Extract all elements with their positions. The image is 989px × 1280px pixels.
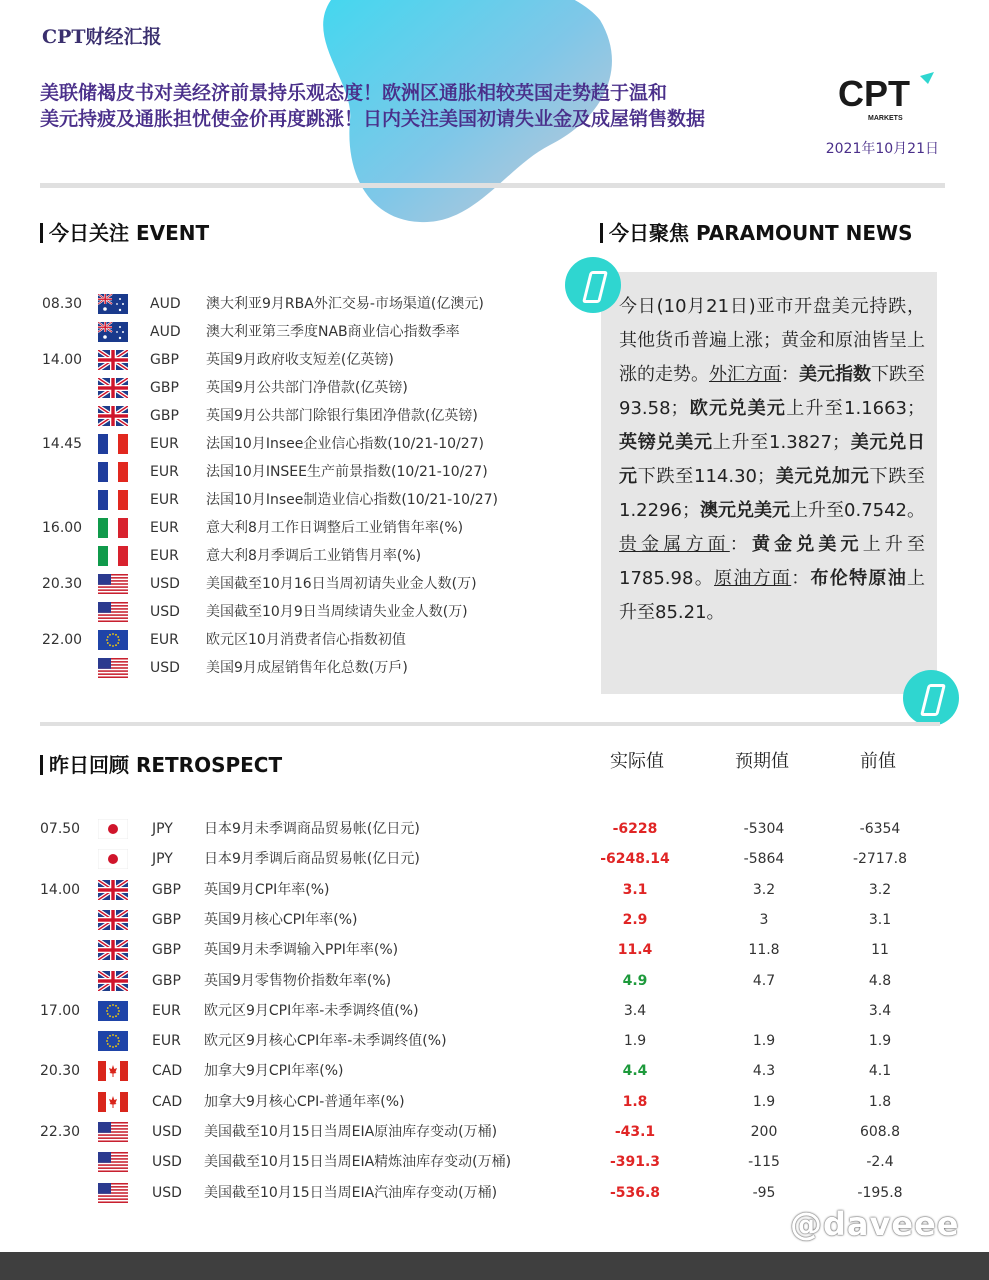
usdjpy-label: 美元兑日元 [619, 432, 926, 487]
retro-section-title [40, 749, 282, 778]
retro-previous: 1.8 [868, 1093, 892, 1110]
retro-currency: GBP [152, 942, 181, 959]
flag-us-icon [98, 574, 128, 594]
flag-gb-icon [98, 378, 128, 398]
news-title-text: 今日聚焦 PARAMOUNT NEWS [609, 221, 913, 245]
retro-previous: -2717.8 [852, 851, 908, 868]
retro-actual: -6248.14 [600, 851, 670, 868]
flag-au-icon [98, 294, 128, 314]
retro-previous: -2.4 [866, 1154, 894, 1171]
retro-name: 加拿大9月核心CPI-普通年率(%) [204, 1093, 405, 1110]
news-box [601, 272, 937, 694]
footer-bar [0, 1252, 989, 1280]
retro-actual: -43.1 [614, 1124, 656, 1140]
retro-row [40, 875, 940, 905]
retro-row [40, 844, 940, 874]
report-date: 2021年10月21日 [825, 141, 939, 157]
event-currency: USD [150, 604, 180, 620]
retro-row [40, 1117, 940, 1147]
retro-actual: 1.9 [623, 1033, 647, 1050]
event-name: 法国10月Insee制造业信心指数(10/21-10/27) [206, 492, 499, 508]
cpt-logo [838, 70, 938, 126]
flag-it-icon [98, 546, 128, 566]
retro-previous: 4.8 [868, 972, 892, 989]
brent-text: 上升至85.21。 [619, 568, 925, 623]
retro-name: 加拿大9月CPI年率(%) [204, 1063, 344, 1080]
flag-eu-icon [98, 1031, 128, 1051]
retro-name: 英国9月CPI年率(%) [204, 881, 330, 898]
retro-expected: -5304 [743, 821, 785, 837]
title-bar [40, 755, 43, 775]
retro-currency: GBP [152, 881, 181, 898]
retro-time: 14.00 [40, 881, 81, 898]
event-currency: AUD [150, 296, 181, 312]
retro-actual: -536.8 [609, 1184, 661, 1201]
retro-row [40, 935, 940, 965]
quote-icon [565, 257, 621, 313]
flag-gb-icon [98, 910, 128, 930]
event-name: 意大利8月工作日调整后工业销售年率(%) [206, 520, 464, 536]
event-currency: USD [150, 660, 180, 676]
event-name: 美国截至10月16日当周初请失业金人数(万) [206, 576, 477, 592]
divider-middle [40, 722, 940, 726]
retro-previous: 11 [871, 942, 889, 959]
retro-currency: GBP [152, 972, 181, 989]
retro-time: 20.30 [40, 1063, 81, 1080]
dxy-label: 美元指数 [799, 364, 871, 385]
flag-eu-icon [98, 630, 128, 650]
usdcad-label: 美元兑加元 [775, 466, 870, 487]
retro-title-text: 昨日回顾 RETROSPECT [49, 753, 283, 777]
flag-us-icon [98, 602, 128, 622]
retro-name: 美国截至10月15日当周EIA原油库存变动(万桶) [204, 1124, 498, 1140]
retro-name: 英国9月未季调输入PPI年率(%) [204, 942, 399, 959]
title-bar [600, 223, 603, 243]
flag-jp-icon [98, 849, 128, 869]
retro-actual: 4.9 [622, 972, 648, 989]
retro-expected: -5864 [743, 851, 785, 868]
event-name: 澳大利亚第三季度NAB商业信心指数季率 [206, 324, 460, 340]
retro-row [40, 1087, 940, 1117]
event-name: 法国10月INSEE生产前景指数(10/21-10/27) [206, 464, 488, 480]
retro-expected: 3 [759, 911, 769, 928]
event-name: 英国9月政府收支短差(亿英镑) [206, 352, 394, 368]
brent-label: 布伦特原油 [810, 568, 907, 589]
flag-us-icon [98, 1152, 128, 1172]
retro-actual: 4.4 [622, 1063, 648, 1080]
flag-ca-icon [98, 1061, 128, 1081]
retro-name: 欧元区9月CPI年率-未季调终值(%) [204, 1002, 419, 1019]
retro-name: 日本9月季调后商品贸易帐(亿日元) [204, 851, 420, 868]
news-body: 今日(10月21日)亚市开盘美元持跌，其他货币普遍上涨；黄金和原油皆呈上涨的走势。外汇方面：美元指数下跌至93.58；欧元兑美元上升至1.1663；英镑兑美元上升至1.3827；美元兑日元下跌至114.30；美元兑加元下跌至1.2296；澳元兑美元上升至0.7542。贵金属方面：黄金兑美元上升至1785.98。原油方面：布伦特原油上升至85.21。 [619, 296, 926, 623]
retro-row [40, 996, 940, 1026]
retro-expected: 4.3 [752, 1063, 776, 1080]
flag-us-icon [98, 1183, 128, 1203]
event-currency: AUD [150, 324, 181, 340]
retro-expected: 3.2 [752, 881, 776, 898]
event-currency: GBP [150, 352, 179, 368]
event-name: 美国9月成屋销售年化总数(万戶) [206, 660, 408, 676]
event-currency: GBP [150, 380, 179, 396]
retro-actual: 2.9 [622, 911, 648, 928]
gbpusd-text: 上升至1.3827； [712, 432, 851, 453]
event-currency: EUR [150, 520, 179, 536]
headline-line-2: 美元持疲及通胀担忧使金价再度跳涨！日内关注美国初请失业金及成屋销售数据 [40, 108, 706, 130]
event-name: 英国9月公共部门除银行集团净借款(亿英镑) [206, 408, 478, 424]
flag-fr-icon [98, 434, 128, 454]
col-header-expected: 预期值 [735, 751, 789, 772]
retro-expected: -95 [752, 1184, 776, 1201]
retro-actual: -6228 [612, 821, 658, 837]
retro-row [40, 1026, 940, 1056]
retro-currency: USD [152, 1184, 182, 1201]
retro-row [40, 966, 940, 996]
eurusd-label: 欧元兑美元 [688, 398, 787, 419]
gold-label: 黄金兑美元 [751, 534, 863, 555]
headline [40, 80, 810, 132]
event-title-text: 今日关注 EVENT [49, 221, 210, 245]
retro-previous: -6354 [859, 821, 901, 837]
retro-actual: 11.4 [617, 942, 653, 959]
gbpusd-label: 英镑兑美元 [619, 432, 713, 453]
title-bar [40, 223, 43, 243]
usdcad-text: 下跌至1.2296； [619, 466, 926, 521]
retro-name: 英国9月核心CPI年率(%) [204, 911, 358, 928]
event-name: 美国截至10月9日当周续请失业金人数(万) [206, 604, 468, 620]
event-currency: EUR [150, 632, 179, 648]
retro-row [40, 814, 940, 844]
flag-jp-icon [98, 819, 128, 839]
event-section-title [40, 217, 209, 246]
retro-name: 日本9月未季调商品贸易帐(亿日元) [204, 821, 420, 837]
retro-time: 22.30 [40, 1124, 81, 1140]
retro-actual: 3.1 [622, 881, 648, 898]
logo-mark: CPT [838, 73, 910, 114]
divider-top [40, 183, 945, 188]
flag-gb-icon [98, 350, 128, 370]
retro-expected: 1.9 [752, 1093, 776, 1110]
col-header-actual: 实际值 [610, 751, 664, 772]
retro-currency: JPY [152, 821, 173, 837]
retro-row [40, 905, 940, 935]
event-name: 意大利8月季调后工业销售月率(%) [206, 548, 422, 564]
event-name: 欧元区10月消费者信心指数初值 [206, 632, 406, 648]
usdjpy-text: 下跌至114.30； [637, 466, 776, 487]
fx-label: 外汇方面 [709, 364, 781, 385]
flag-fr-icon [98, 490, 128, 510]
retro-actual: -391.3 [609, 1154, 661, 1171]
retro-name: 欧元区9月核心CPI年率-未季调终值(%) [204, 1033, 447, 1050]
retro-row [40, 1056, 940, 1086]
retro-previous: 4.1 [868, 1063, 892, 1080]
retro-expected: 11.8 [748, 942, 780, 959]
retro-time: 17.00 [40, 1002, 81, 1019]
flag-us-icon [98, 658, 128, 678]
flag-gb-icon [98, 940, 128, 960]
dxy-text: 下跌至93.58； [619, 364, 925, 419]
retro-currency: EUR [152, 1002, 181, 1019]
event-time: 22.00 [42, 632, 83, 648]
quote-icon [903, 670, 959, 726]
event-currency: EUR [150, 492, 179, 508]
retro-previous: 608.8 [859, 1124, 901, 1140]
event-currency: EUR [150, 548, 179, 564]
retro-currency: JPY [152, 851, 173, 868]
retro-previous: 3.4 [868, 1002, 892, 1019]
retro-previous: 3.2 [868, 881, 892, 898]
retro-currency: USD [152, 1154, 182, 1171]
retro-actual: 1.8 [622, 1093, 648, 1110]
event-time: 20.30 [42, 576, 83, 592]
retro-currency: EUR [152, 1033, 181, 1050]
retro-previous: 1.9 [868, 1033, 892, 1050]
news-intro: 今日(10月21日)亚市开盘美元持跌，其他货币普遍上涨；黄金和原油皆呈上涨的走势。 [619, 296, 925, 385]
retro-row [40, 1147, 940, 1177]
retro-currency: CAD [152, 1063, 183, 1080]
retro-name: 美国截至10月15日当周EIA汽油库存变动(万桶) [204, 1184, 498, 1201]
flag-eu-icon [98, 1001, 128, 1021]
retro-expected: 1.9 [752, 1033, 776, 1050]
event-name: 澳大利亚9月RBA外汇交易-市场渠道(亿澳元) [206, 296, 484, 312]
retro-currency: CAD [152, 1093, 183, 1110]
retro-expected: 200 [750, 1124, 778, 1140]
retro-previous: -195.8 [857, 1184, 903, 1201]
news-section-title [600, 217, 913, 246]
retro-name: 英国9月零售物价指数年率(%) [204, 972, 392, 989]
retro-actual: 3.4 [623, 1002, 647, 1019]
brand-name: CPT财经汇报 [42, 26, 162, 48]
retro-expected: 4.7 [752, 972, 776, 989]
audusd-text: 上升至0.7542。 [790, 500, 926, 521]
event-currency: USD [150, 576, 180, 592]
event-time: 14.45 [42, 436, 83, 452]
flag-gb-icon [98, 971, 128, 991]
flag-gb-icon [98, 406, 128, 426]
retro-currency: USD [152, 1124, 182, 1140]
oil-label: 原油方面 [714, 568, 792, 589]
event-time: 16.00 [42, 520, 83, 536]
gold-text: 上升至1785.98。 [619, 534, 926, 589]
retro-expected: -115 [748, 1154, 780, 1171]
retro-name: 美国截至10月15日当周EIA精炼油库存变动(万桶) [204, 1154, 512, 1171]
event-currency: GBP [150, 408, 179, 424]
flag-gb-icon [98, 880, 128, 900]
flag-it-icon [98, 518, 128, 538]
event-time: 08.30 [42, 296, 83, 312]
event-time: 14.00 [42, 352, 83, 368]
event-currency: EUR [150, 464, 179, 480]
event-name: 英国9月公共部门净借款(亿英镑) [206, 380, 408, 396]
retro-previous: 3.1 [868, 911, 892, 928]
col-header-previous: 前值 [860, 751, 896, 772]
eurusd-text: 上升至1.1663； [786, 398, 925, 419]
logo-sub: MARKETS [868, 115, 903, 122]
watermark: @daveee [790, 1205, 960, 1243]
metal-label: 贵金属方面 [619, 534, 730, 555]
retro-row [40, 1178, 940, 1208]
flag-us-icon [98, 1122, 128, 1142]
audusd-label: 澳元兑美元 [699, 500, 791, 521]
retro-time: 07.50 [40, 821, 81, 837]
headline-line-1: 美联储褐皮书对美经济前景持乐观态度！欧洲区通胀相较英国走势趋于温和 [40, 82, 668, 104]
flag-ca-icon [98, 1092, 128, 1112]
event-name: 法国10月Insee企业信心指数(10/21-10/27) [206, 436, 485, 452]
flag-fr-icon [98, 462, 128, 482]
event-currency: EUR [150, 436, 179, 452]
retro-currency: GBP [152, 911, 181, 928]
flag-au-icon [98, 322, 128, 342]
